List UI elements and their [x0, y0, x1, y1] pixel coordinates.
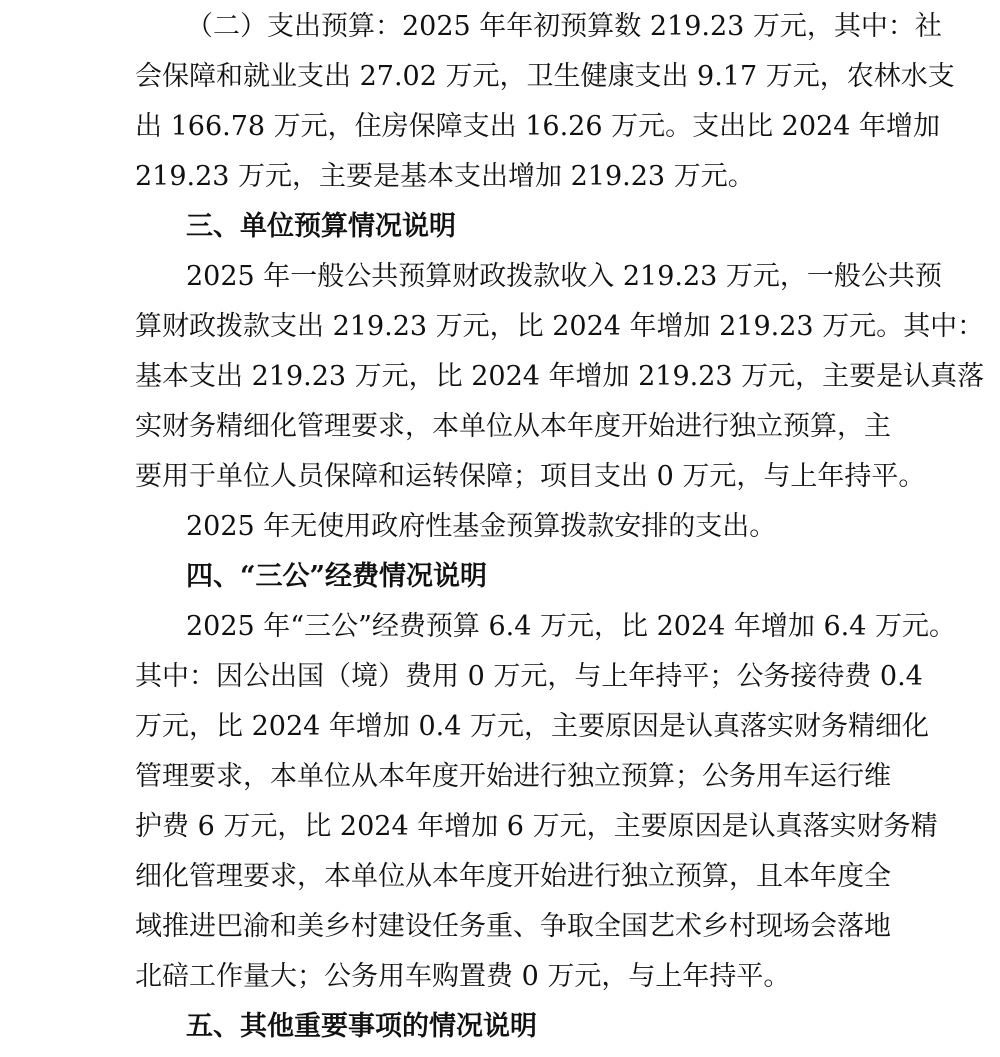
paragraph-line: 域推进巴渝和美乡村建设任务重、争取全国艺术乡村现场会落地: [135, 911, 891, 942]
paragraph-line: （二）支出预算：2025 年年初预算数 219.23 万元，其中：社: [186, 11, 942, 42]
paragraph-line: 算财政拨款支出 219.23 万元，比 2024 年增加 219.23 万元。其中：: [135, 311, 985, 342]
section-heading: 四、“三公”经费情况说明: [186, 561, 488, 592]
paragraph-line: 北碚工作量大；公务用车购置费 0 万元，与上年持平。: [135, 961, 791, 992]
paragraph-line: 219.23 万元，主要是基本支出增加 219.23 万元。: [135, 161, 755, 192]
paragraph-line: 基本支出 219.23 万元，比 2024 年增加 219.23 万元，主要是认真落: [135, 361, 985, 392]
paragraph-line: 出 166.78 万元，住房保障支出 16.26 万元。支出比 2024 年增加: [135, 111, 940, 142]
paragraph-line: 细化管理要求，本单位从本年度开始进行独立预算，且本年度全: [135, 861, 891, 892]
paragraph-line: 要用于单位人员保障和运转保障；项目支出 0 万元，与上年持平。: [135, 461, 926, 492]
paragraph-line: 2025 年无使用政府性基金预算拨款安排的支出。: [186, 511, 777, 542]
section-heading: 三、单位预算情况说明: [186, 211, 456, 242]
paragraph-line: 管理要求，本单位从本年度开始进行独立预算；公务用车运行维: [135, 761, 891, 792]
paragraph-line: 实财务精细化管理要求，本单位从本年度开始进行独立预算，主: [135, 411, 891, 442]
paragraph-line: 护费 6 万元，比 2024 年增加 6 万元，主要原因是认真落实财务精: [135, 811, 938, 842]
paragraph-line: 2025 年“三公”经费预算 6.4 万元，比 2024 年增加 6.4 万元。: [186, 611, 956, 642]
section-heading: 五、其他重要事项的情况说明: [186, 1011, 537, 1042]
paragraph-line: 会保障和就业支出 27.02 万元，卫生健康支出 9.17 万元，农林水支: [135, 61, 955, 92]
paragraph-line: 万元，比 2024 年增加 0.4 万元，主要原因是认真落实财务精细化: [135, 711, 929, 742]
paragraph-line: 其中：因公出国（境）费用 0 万元，与上年持平；公务接待费 0.4: [135, 661, 923, 692]
paragraph-line: 2025 年一般公共预算财政拨款收入 219.23 万元，一般公共预: [186, 261, 942, 292]
